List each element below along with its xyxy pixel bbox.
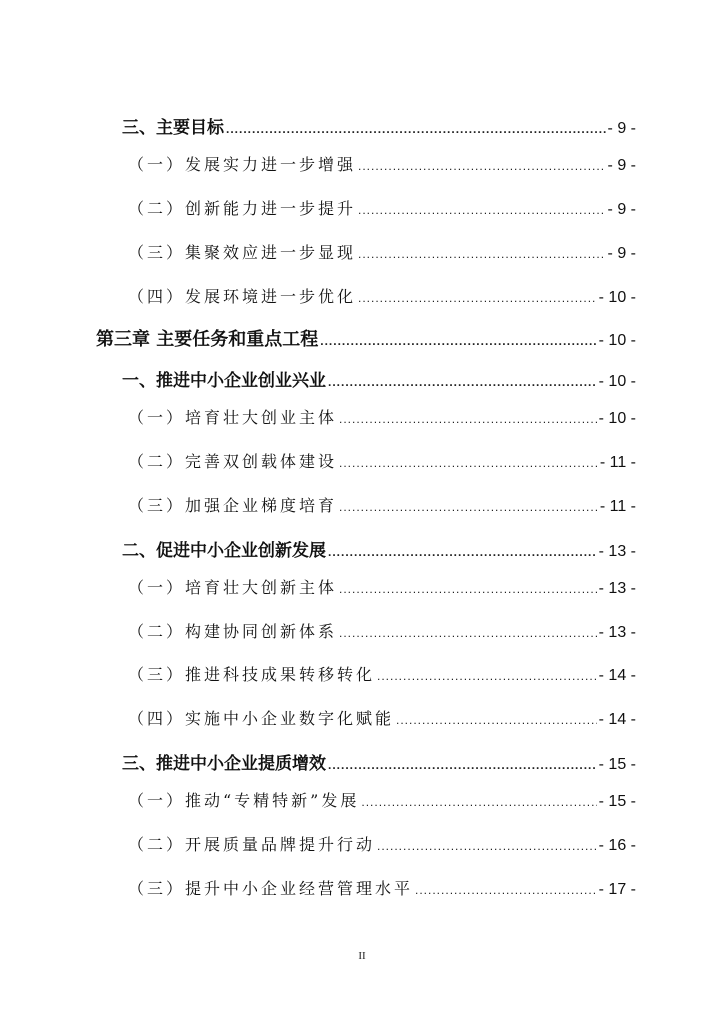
- toc-entry-page: - 15 -: [598, 793, 636, 810]
- toc-entry-label: （一）发展实力进一步增强: [128, 155, 357, 174]
- toc-entry-label: 三、主要目标: [122, 118, 224, 138]
- toc-leader-dots: [339, 626, 597, 640]
- toc-entry-label: （二）完善双创载体建设: [128, 452, 338, 471]
- toc-leader-dots: [358, 159, 606, 173]
- toc-leader-dots: [358, 247, 606, 261]
- toc-entry[interactable]: [122, 113, 636, 138]
- toc-entry-label: 一、推进中小企业创业兴业: [122, 371, 326, 391]
- toc-leader-dots: [339, 456, 598, 470]
- toc-leader-dots: [377, 839, 597, 853]
- toc-entry[interactable]: [128, 196, 636, 219]
- toc-leader-dots: [328, 375, 597, 389]
- toc-entry-page: - 13 -: [598, 543, 636, 560]
- toc-entry[interactable]: [128, 706, 636, 729]
- toc-entry-page: - 11 -: [599, 454, 636, 471]
- toc-entry-page: - 14 -: [598, 711, 636, 728]
- toc-entry[interactable]: [122, 536, 636, 561]
- toc-entry[interactable]: [128, 619, 636, 642]
- toc-entry-page: - 14 -: [598, 667, 636, 684]
- toc-entry-label: （三）集聚效应进一步显现: [128, 243, 357, 262]
- toc-leader-dots: [328, 545, 597, 559]
- toc-entry-label: 三、推进中小企业提质增效: [122, 754, 326, 774]
- toc-entry-label: （四）实施中小企业数字化赋能: [128, 709, 395, 728]
- toc-entry[interactable]: [128, 240, 636, 263]
- page-number-footer: II: [358, 950, 366, 962]
- toc-entry-page: - 16 -: [598, 837, 636, 854]
- toc-entry-label: 第三章 主要任务和重点工程: [96, 329, 319, 350]
- toc-entry[interactable]: [128, 449, 636, 472]
- toc-entry-page: - 13 -: [598, 580, 636, 597]
- toc-entry[interactable]: [128, 832, 636, 855]
- toc-entry[interactable]: [128, 405, 636, 428]
- toc-entry-label: 二、促进中小企业创新发展: [122, 541, 326, 561]
- toc-entry-page: - 9 -: [607, 120, 636, 137]
- toc-entry-page: - 10 -: [598, 410, 636, 427]
- toc-leader-dots: [226, 122, 606, 136]
- toc-entry-page: - 10 -: [598, 289, 636, 306]
- toc-entry-label: （二）创新能力进一步提升: [128, 199, 357, 218]
- toc-leader-dots: [339, 412, 597, 426]
- toc-leader-dots: [339, 582, 597, 596]
- toc-entry-label: （二）构建协同创新体系: [128, 622, 338, 641]
- toc-leader-dots: [377, 669, 597, 683]
- toc-leader-dots: [358, 291, 597, 305]
- toc-leader-dots: [361, 795, 596, 809]
- toc-entry-label: （二）开展质量品牌提升行动: [128, 835, 376, 854]
- toc-entry[interactable]: [128, 575, 636, 598]
- toc-leader-dots: [320, 334, 596, 348]
- toc-entry-page: - 15 -: [598, 756, 636, 773]
- toc-entry[interactable]: [128, 284, 636, 307]
- toc-entry-page: - 9 -: [607, 157, 636, 174]
- toc-entry-page: - 13 -: [598, 624, 636, 641]
- toc-entry-label: （一）推动“专精特新”发展: [128, 791, 360, 810]
- toc-entry-label: （四）发展环境进一步优化: [128, 287, 357, 306]
- toc-entry[interactable]: [128, 662, 636, 685]
- toc-entry-chapter[interactable]: [96, 325, 636, 351]
- toc-entry-page: - 10 -: [598, 373, 636, 390]
- toc-entry-label: （三）推进科技成果转移转化: [128, 665, 376, 684]
- toc-entry-page: - 9 -: [607, 201, 636, 218]
- toc-entry[interactable]: [122, 366, 636, 391]
- toc-entry-label: （三）加强企业梯度培育: [128, 496, 338, 515]
- toc-entry-label: （三）提升中小企业经营管理水平: [128, 879, 414, 898]
- toc-entry-page: - 17 -: [598, 881, 636, 898]
- toc-leader-dots: [328, 758, 597, 772]
- toc-entry[interactable]: [128, 876, 636, 899]
- toc-leader-dots: [339, 500, 598, 514]
- toc-entry[interactable]: [122, 749, 636, 774]
- toc-entry-page: - 10 -: [598, 332, 636, 349]
- toc-entry[interactable]: [128, 788, 636, 811]
- toc-leader-dots: [415, 883, 597, 897]
- toc-entry-page: - 11 -: [599, 498, 636, 515]
- toc-entry[interactable]: [128, 493, 636, 516]
- toc-entry-label: （一）培育壮大创新主体: [128, 578, 338, 597]
- toc-leader-dots: [396, 713, 597, 727]
- toc-entry-label: （一）培育壮大创业主体: [128, 408, 338, 427]
- toc-entry-page: - 9 -: [607, 245, 636, 262]
- toc-entry[interactable]: [128, 152, 636, 175]
- toc-leader-dots: [358, 203, 606, 217]
